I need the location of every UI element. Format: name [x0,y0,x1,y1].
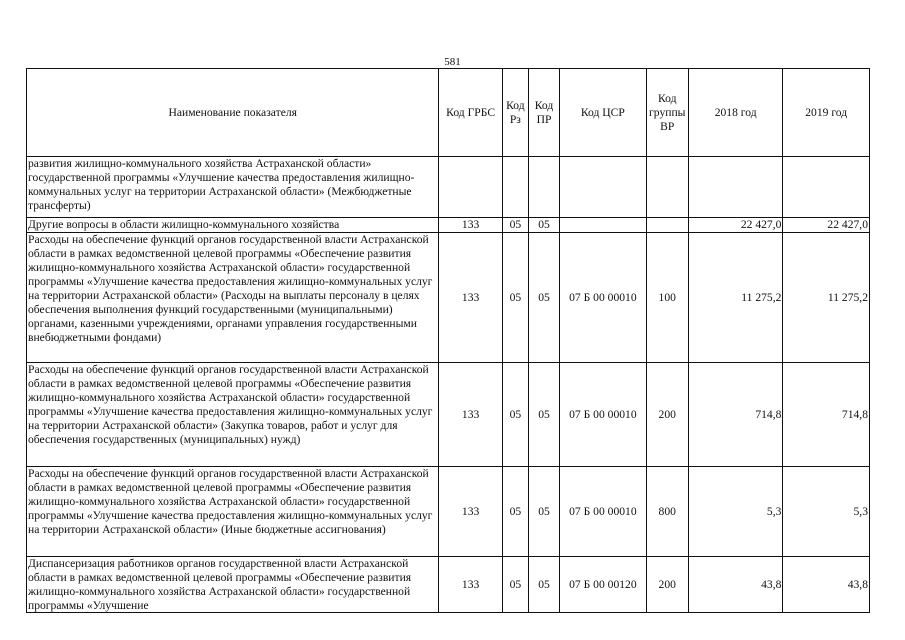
row-grbs: 133 [439,233,502,363]
header-pr: Код ПР [528,69,559,157]
row-name: Расходы на обеспечение функций органов государственной власти Астраханской области в рамках ведомственной целевой программы «Обеспечение развития жилищно-коммунального хозяйства Астраханской области» государственной программы «Улучшение качества предоставления жилищно-коммунальных услуг на территории Астраханской области» (Иные бюджетные ассигнования) [27,467,439,557]
row-pr: 05 [528,363,559,467]
page-number: 581 [444,56,461,68]
row-rz [502,157,528,218]
row-vr: 100 [646,233,688,363]
table-row [27,157,870,218]
row-2018: 43,8 [688,557,783,613]
row-csr: 07 Б 00 00010 [560,363,647,467]
table-row [27,363,870,467]
row-2019: 5,3 [783,467,870,557]
row-csr: 07 Б 00 00120 [560,557,647,613]
row-rz: 05 [502,467,528,557]
row-name: Расходы на обеспечение функций органов государственной власти Астраханской области в рамках ведомственной целевой программы «Обеспечение развития жилищно-коммунального хозяйства Астраханской области» государственной программы «Улучшение качества предоставления жилищно-коммунальных услуг на территории Астраханской области» (Закупка товаров, работ и услуг для обеспечения государственных (муниципальных) нужд) [27,363,439,467]
row-2019 [783,157,870,218]
row-vr [646,218,688,233]
row-csr: 07 Б 00 00010 [560,467,647,557]
row-2019: 714,8 [783,363,870,467]
header-2019: 2019 год [783,69,870,157]
row-2018: 714,8 [688,363,783,467]
row-grbs: 133 [439,218,502,233]
row-pr: 05 [528,233,559,363]
header-2018: 2018 год [688,69,783,157]
table-row [27,557,870,613]
table-row [27,233,870,363]
row-rz: 05 [502,557,528,613]
row-rz: 05 [502,218,528,233]
row-vr: 800 [646,467,688,557]
row-vr: 200 [646,363,688,467]
header-grbs: Код ГРБС [439,69,502,157]
row-vr: 200 [646,557,688,613]
row-2018 [688,157,783,218]
row-2019: 43,8 [783,557,870,613]
row-rz: 05 [502,363,528,467]
row-csr [560,157,647,218]
row-2018: 11 275,2 [688,233,783,363]
header-csr: Код ЦСР [560,69,647,157]
row-name: Расходы на обеспечение функций органов государственной власти Астраханской области в рамках ведомственной целевой программы «Обеспечение развития жилищно-коммунального хозяйства Астраханской области» государственной программы «Улучшение качества предоставления жилищно-коммунальных услуг на территории Астраханской области» (Расходы на выплаты персоналу в целях обеспечения выполнения функций государственными (муниципальными) органами, казенными учреждениями, органами управления государственными внебюджетными фондами) [27,233,439,363]
table-row [27,218,870,233]
row-grbs: 133 [439,557,502,613]
row-rz: 05 [502,233,528,363]
header-rz: Код Рз [502,69,528,157]
header-name: Наименование показателя [27,69,439,157]
row-vr [646,157,688,218]
budget-table [26,68,870,613]
row-pr [528,157,559,218]
row-grbs: 133 [439,467,502,557]
row-csr: 07 Б 00 00010 [560,233,647,363]
row-2019: 11 275,2 [783,233,870,363]
row-grbs [439,157,502,218]
row-pr: 05 [528,557,559,613]
row-csr [560,218,647,233]
row-name: Диспансеризация работников органов государственной власти Астраханской области в рамках ведомственной целевой программы «Обеспечение развития жилищно-коммунального хозяйства Астраханской области» государственной программы «Улучшение [27,557,439,613]
row-2018: 5,3 [688,467,783,557]
row-pr: 05 [528,218,559,233]
table-row [27,467,870,557]
row-name: развития жилищно-коммунального хозяйства Астраханской области» государственной программы «Улучшение качества предоставления жилищно-коммунальных услуг на территории Астраханской области» (Межбюджетные трансферты) [27,157,439,218]
row-grbs: 133 [439,363,502,467]
row-2019: 22 427,0 [783,218,870,233]
row-2018: 22 427,0 [688,218,783,233]
row-pr: 05 [528,467,559,557]
header-vr: Код группы ВР [646,69,688,157]
row-name: Другие вопросы в области жилищно-коммунального хозяйства [27,218,439,233]
table-header-row [27,69,870,157]
